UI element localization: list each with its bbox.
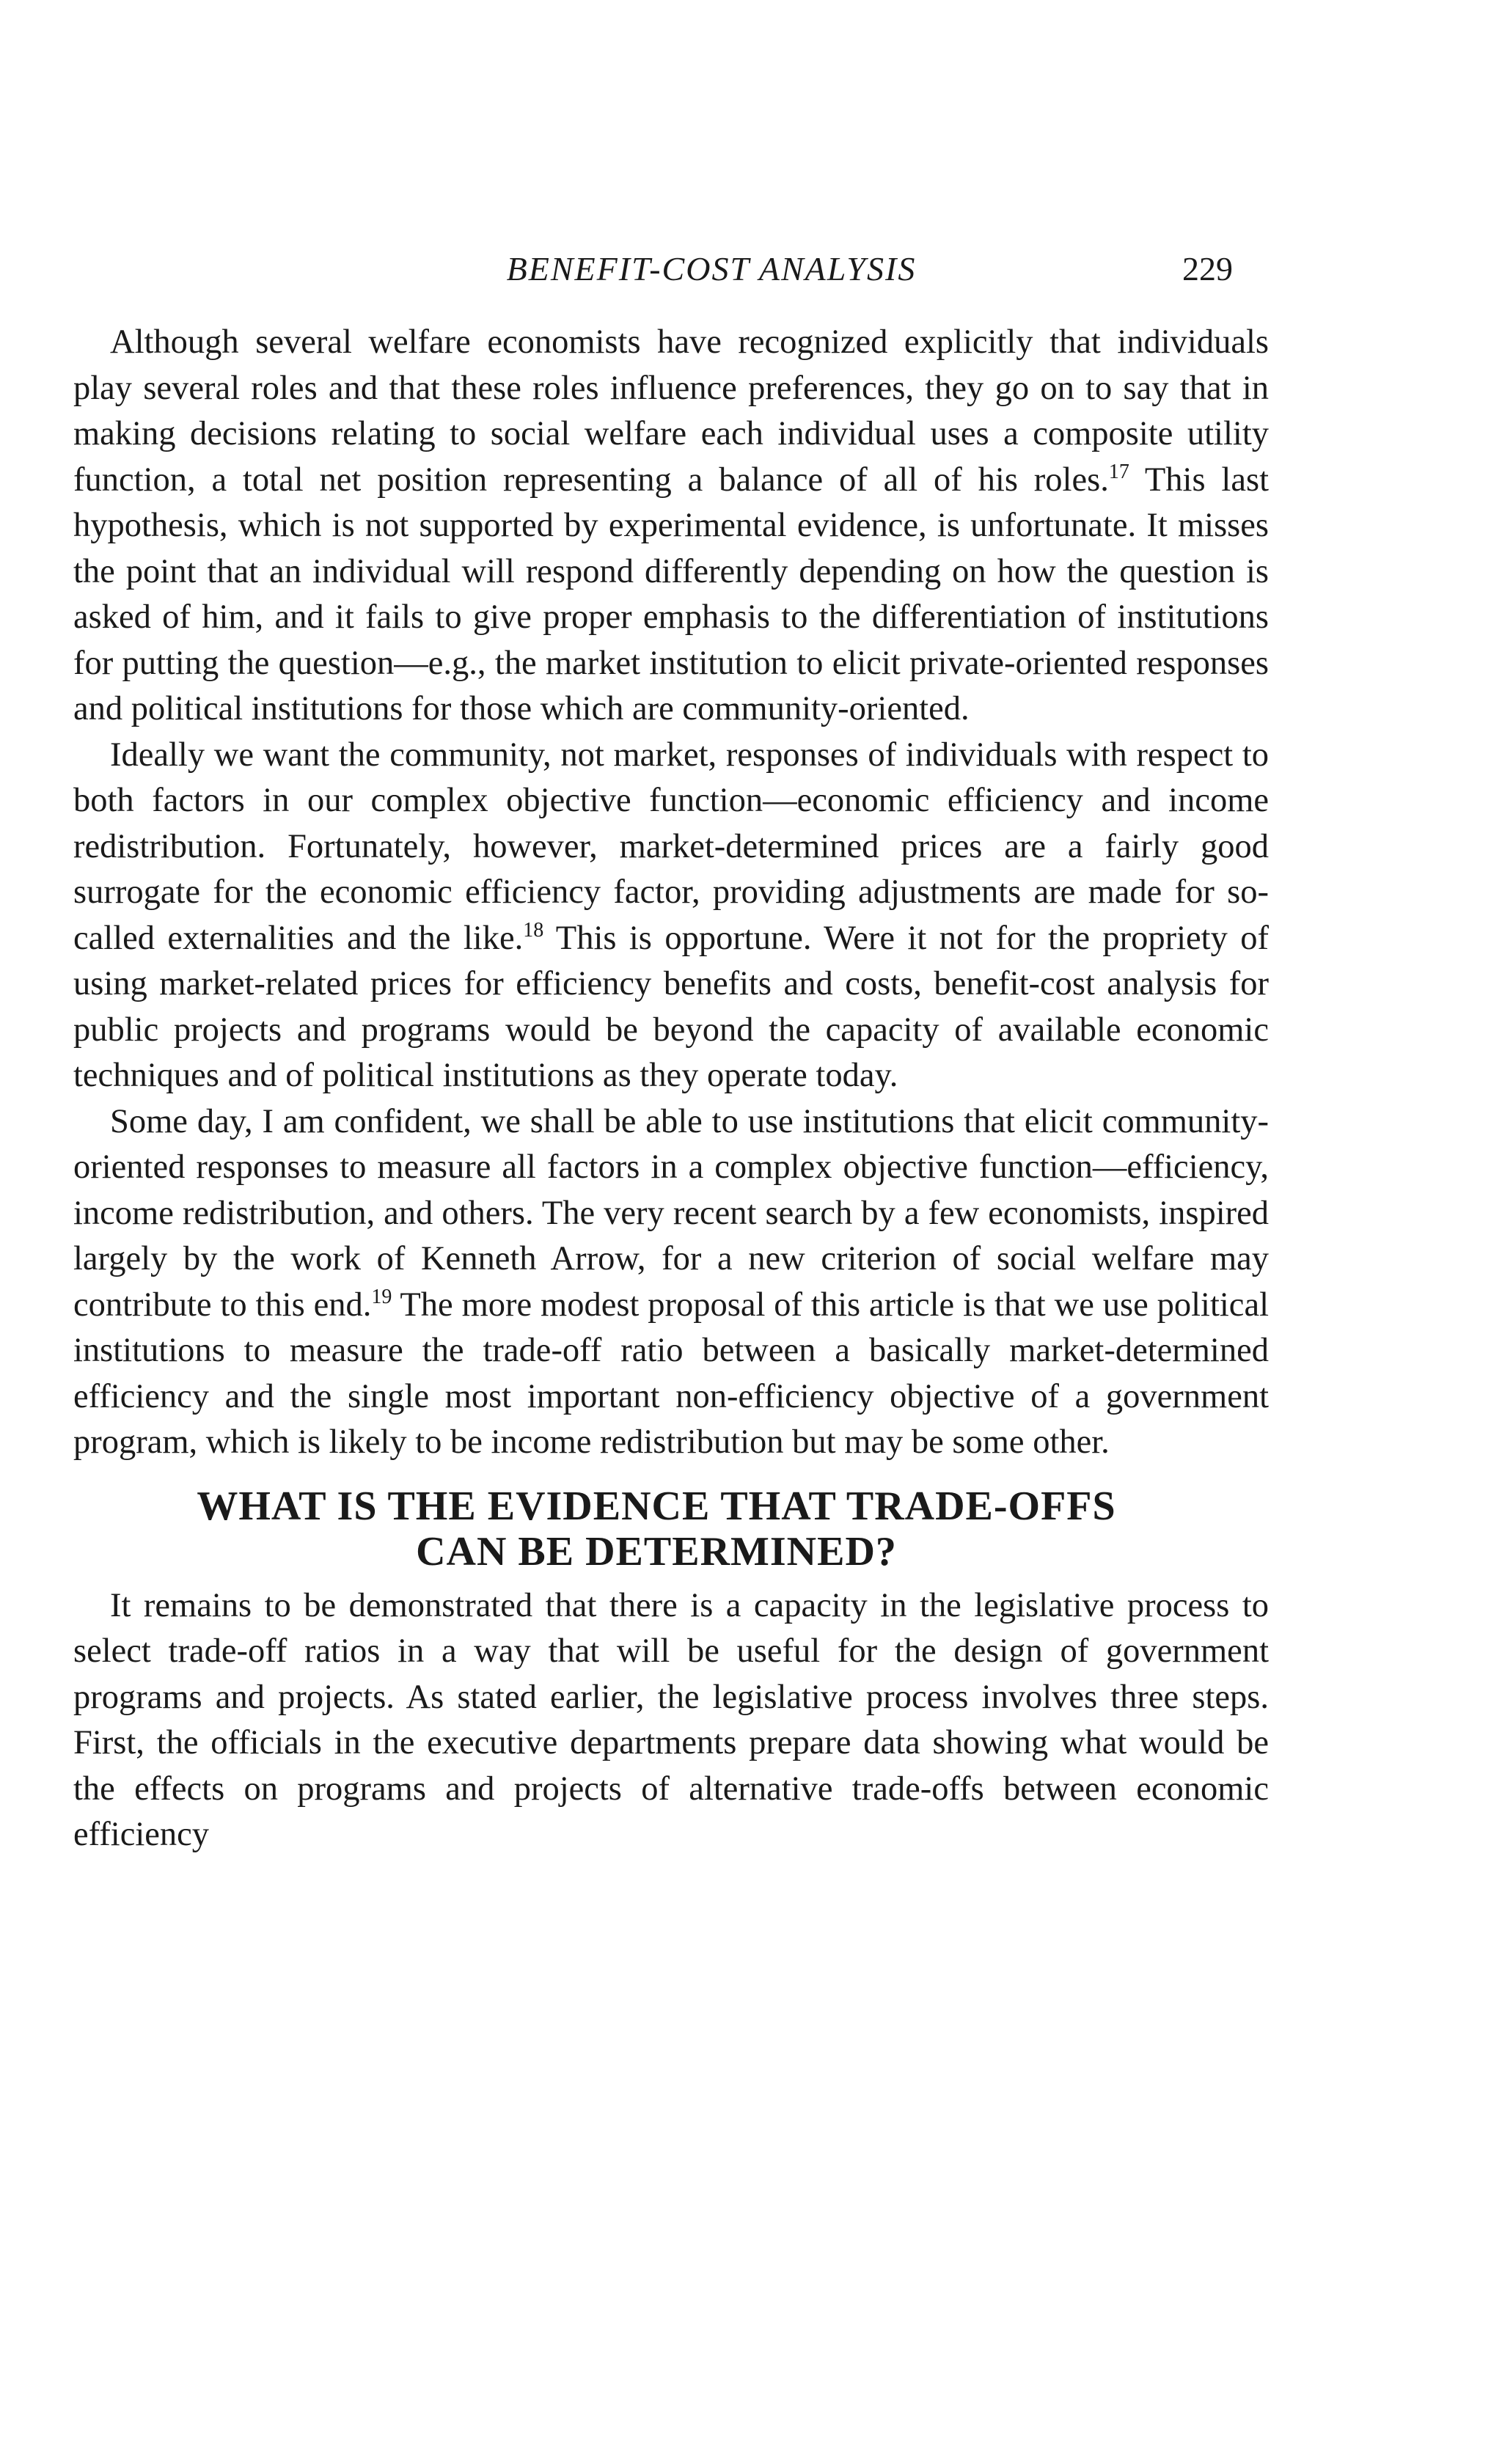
section-heading xyxy=(73,1484,1269,1574)
paragraph-2 xyxy=(73,733,1269,1099)
section-heading-line-2: CAN BE DETERMINED? xyxy=(416,1528,897,1574)
footnote-ref-18: 18 xyxy=(523,918,544,942)
paragraph-1 xyxy=(73,320,1269,733)
running-head xyxy=(0,249,1502,293)
paragraph-text: This last hypothesis, which is not supported by experimental evidence, is unfortunate. It misses the point that an individual will respond differently depending on how the question is asked of him, and it fails to give proper emphasis to the differentiation of institutions for putting the question—e.g., the market institution to elicit private-oriented responses and political institutions for those which are community-oriented. xyxy=(73,461,1270,727)
paragraph-text: It remains to be demonstrated that there is a capacity in the legislative process to select trade-off ratios in a way that will be useful for the design of government programs and projects. As stated earlier, the legislative process involves three steps. First, the officials in the executive departments prepare data showing what would be the effects on programs and projects of alternative trade-offs between economic efficiency xyxy=(73,1586,1269,1853)
running-title: BENEFIT-COST ANALYSIS xyxy=(506,250,917,287)
paragraph-text: Although several welfare economists have recognized explicitly that individuals play several roles and that these roles influence preferences, they go on to say that in making decisions relating to social welfare each individual uses a composite utility function, a total net position representing a balance of all of his roles. xyxy=(73,323,1269,499)
body-text xyxy=(73,320,1269,1858)
paragraph-4 xyxy=(73,1583,1269,1858)
paragraph-3 xyxy=(73,1099,1269,1466)
footnote-ref-17: 17 xyxy=(1108,460,1129,483)
paragraph-text: Ideally we want the community, not market, responses of individuals with respect to both factors in our complex objective function—economic efficiency and income redistribution. Fortunately, however, market-determined prices are a fairly good surrogate for the economic efficiency factor, providing adjustments are made for so-called externalities and the like. xyxy=(73,736,1269,957)
paragraph-text: The more modest proposal of this article is that we use political institutions to measure the trade-off ratio between a basically market-determined efficiency and the single most important non-efficiency objective of a government program, which is likely to be income redistribution but may be some other. xyxy=(73,1286,1270,1461)
footnote-ref-19: 19 xyxy=(371,1285,392,1308)
page-number: 229 xyxy=(1182,250,1233,287)
paragraph-text: Some day, I am confident, we shall be able to use institutions that elicit community-oriented responses to measure all factors in a complex objective function—efficiency, income redistribution, and others. The very recent search by a few economists, inspired largely by the work of Kenneth Arrow, for a new criterion of social welfare may contribute to this end. xyxy=(73,1102,1269,1324)
paragraph-text: This is opportune. Were it not for the propriety of using market-related prices for efficiency benefits and costs, benefit-cost analysis for public projects and programs would be beyond the capacity of available economic techniques and of political institutions as they operate today. xyxy=(73,919,1269,1094)
section-heading-line-1: WHAT IS THE EVIDENCE THAT TRADE-OFFS xyxy=(197,1483,1116,1529)
